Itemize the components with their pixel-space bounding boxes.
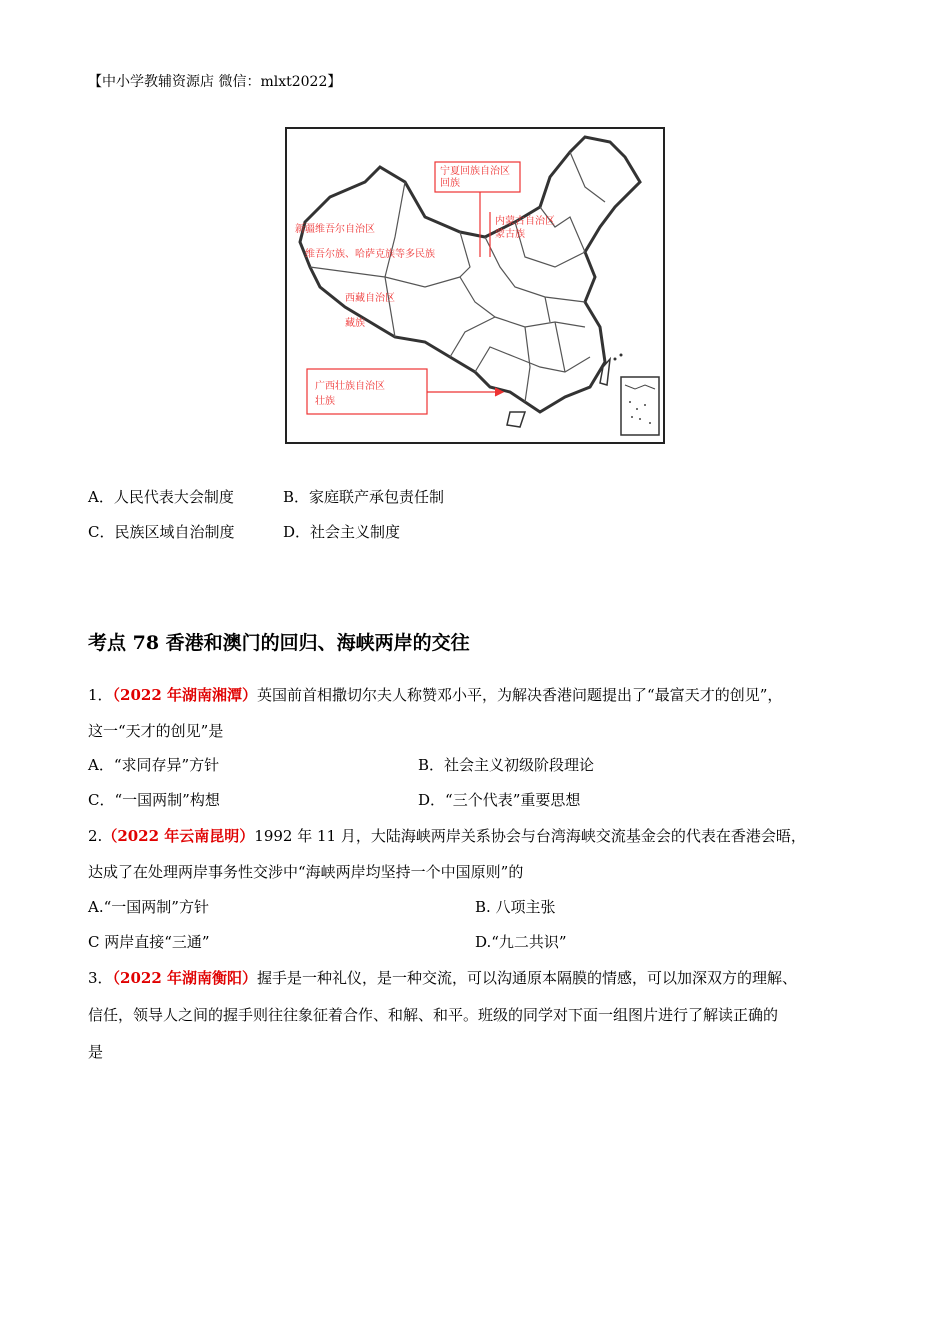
map-label-neimenggu: 内蒙古自治区 [495, 216, 555, 227]
question-3-number: 3． [88, 969, 113, 987]
map-label-guangxi: 广西壮族自治区 [315, 381, 385, 392]
question-2-stem [88, 825, 806, 846]
question-2-option-c: C 两岸直接“三通” [88, 933, 210, 951]
question-1-option-a: A．“求同存异”方针 [88, 756, 220, 774]
question-1-number: 1． [88, 686, 113, 704]
china-map-figure [285, 127, 665, 444]
map-label-ningxia-ethnic: 回族 [440, 178, 460, 189]
prev-option-d: D．社会主义制度 [283, 523, 401, 541]
question-3-stem [88, 967, 797, 988]
question-2-number: 2. [88, 827, 103, 845]
prev-option-c: C．民族区域自治制度 [88, 523, 235, 541]
question-1-option-d: D．“三个代表”重要思想 [418, 791, 581, 809]
question-1-stem [88, 684, 782, 705]
map-label-neimenggu-ethnic: 蒙古族 [495, 229, 525, 240]
map-label-xinjiang: 新疆维吾尔自治区 [295, 224, 375, 235]
page-header: 【中小学教辅资源店 微信：mlxt2022】 [88, 74, 342, 90]
map-label-ningxia: 宁夏回族自治区 [440, 166, 510, 177]
question-2-option-d: D.“九二共识” [475, 933, 567, 951]
question-1-line-2: 这一“天才的创见”是 [88, 722, 224, 740]
map-label-xinjiang-ethnic: 维吾尔族、哈萨克族等多民族 [305, 249, 435, 260]
map-label-guangxi-ethnic: 壮族 [315, 396, 335, 407]
map-label-xizang: 西藏自治区 [345, 293, 395, 304]
prev-option-a: A．人民代表大会制度 [88, 488, 234, 506]
question-1-source: （2022 年湖南湘潭） [112, 686, 258, 704]
question-2-option-b: B. 八项主张 [475, 898, 556, 916]
question-2-option-a: A.“一国两制”方针 [88, 898, 209, 916]
question-1-text: 英国前首相撒切尔夫人称赞邓小平，为解决香港问题提出了“最富天才的创见”， [257, 686, 783, 704]
question-3-source: （2022 年湖南衡阳） [112, 969, 258, 987]
question-3-line-2: 信任，领导人之间的握手则往往象征着合作、和解、和平。班级的同学对下面一组图片进行了解读正确的 [88, 1006, 779, 1024]
question-1-option-b: B．社会主义初级阶段理论 [418, 756, 595, 774]
map-label-xizang-ethnic: 藏族 [345, 318, 365, 329]
prev-option-b: B．家庭联产承包责任制 [283, 488, 445, 506]
question-3-line-3: 是 [88, 1043, 104, 1061]
question-1-option-c: C．“一国两制”构想 [88, 791, 220, 809]
question-2-line-2: 达成了在处理两岸事务性交涉中“海峡两岸均坚持一个中国原则”的 [88, 863, 524, 881]
section-title: 考点 78 香港和澳门的回归、海峡两岸的交往 [88, 632, 470, 654]
question-2-text: 1992 年 11 月，大陆海峡两岸关系协会与台湾海峡交流基金会的代表在香港会晤， [254, 827, 806, 845]
question-2-source: （2022 年云南昆明） [102, 827, 255, 845]
question-3-text: 握手是一种礼仪，是一种交流，可以沟通原本隔膜的情感，可以加深双方的理解、 [257, 969, 798, 987]
